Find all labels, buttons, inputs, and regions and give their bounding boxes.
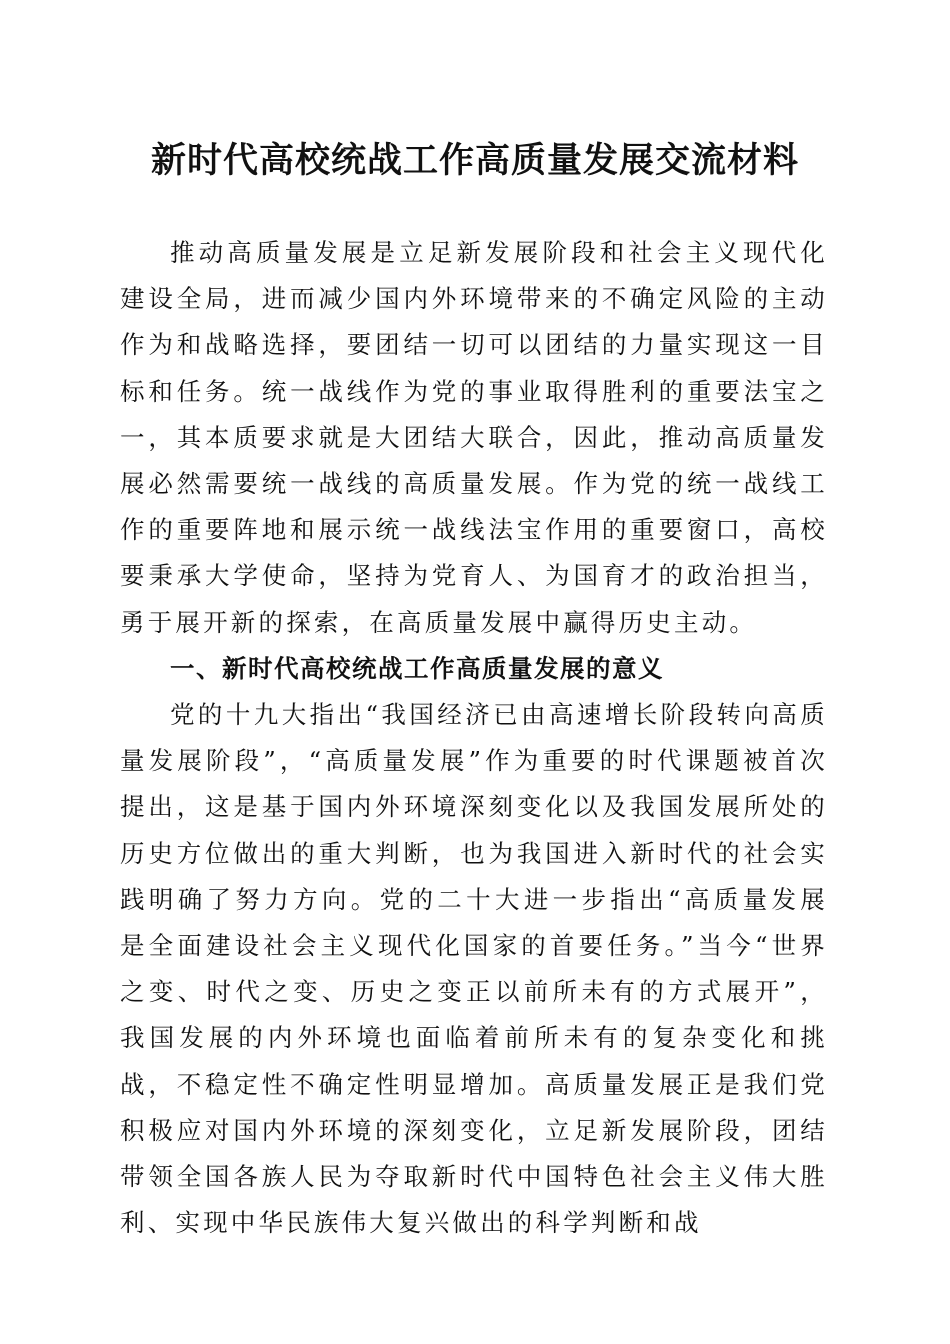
document-body <box>120 230 828 1246</box>
section-paragraph: 党的十九大指出“我国经济已由高速增长阶段转向高质量发展阶段”，“高质量发展”作为重要的时代课题被首次提出，这是基于国内外环境深刻变化以及我国发展所处的历史方位做出的重大判断，也为我国进入新时代的社会实践明确了努力方向。党的二十大进一步指出“高质量发展是全面建设社会主义现代化国家的首要任务。”当今“世界之变、时代之变、历史之变正以前所未有的方式展开”，我国发展的内外环境也面临着前所未有的复杂变化和挑战，不稳定性不确定性明显增加。高质量发展正是我们党积极应对国内外环境的深刻变化，立足新发展阶段，团结带领全国各族人民为夺取新时代中国特色社会主义伟大胜利、实现中华民族伟大复兴做出的科学判断和战 <box>120 700 828 1238</box>
intro-paragraph: 推动高质量发展是立足新发展阶段和社会主义现代化建设全局，进而减少国内外环境带来的不确定风险的主动作为和战略选择，要团结一切可以团结的力量实现这一目标和任务。统一战线作为党的事业取得胜利的重要法宝之一，其本质要求就是大团结大联合，因此，推动高质量发展必然需要统一战线的高质量发展。作为党的统一战线工作的重要阵地和展示统一战线法宝作用的重要窗口，高校要秉承大学使命，坚持为党育人、为国育才的政治担当，勇于展开新的探索，在高质量发展中赢得历史主动。 <box>120 238 828 637</box>
document-title: 新时代高校统战工作高质量发展交流材料 <box>150 140 799 181</box>
section-heading: 一、新时代高校统战工作高质量发展的意义 <box>170 653 664 683</box>
